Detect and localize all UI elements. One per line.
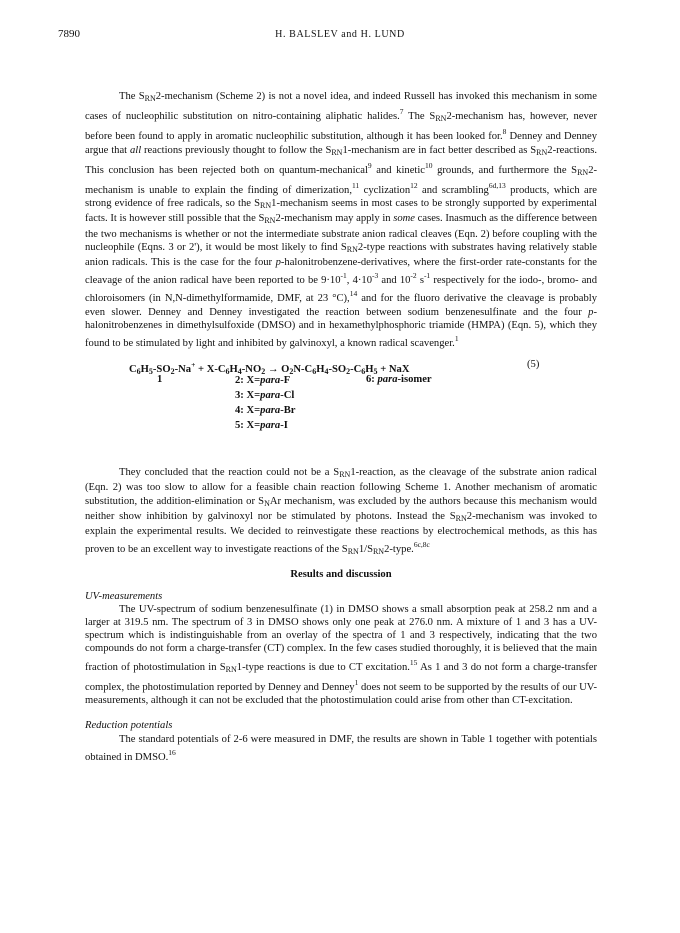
equation-number: (5) xyxy=(527,359,540,371)
compound-1-label: 1 xyxy=(157,374,163,386)
article-body xyxy=(85,90,597,764)
substrate-list xyxy=(235,373,295,433)
equation-line: $C_6H_5-SO_2-Na^+ + X-C_6H_4-NO_2 \to O_2N-C_6H_4-SO_2-C_6H_5$ + NaX xyxy=(129,360,410,377)
substrate-3: 3: X=para-Cl xyxy=(235,390,295,402)
subsection-heading-reduction: Reduction potentials xyxy=(85,720,173,732)
paragraph-reduction: The standard potentials of 2-6 were measured in DMF, the results are shown in Table 1 together with potentials obtained in DMSO.$^{16}$ xyxy=(85,733,597,763)
product-6-label: 6: para-isomer xyxy=(366,374,432,386)
paragraph-conclusion-denney: They concluded that the reaction could not be a $S_{RN}1$-reaction, as the cleavage of the substrate anion radical (Eqn. 2) was too slow to allow for a feasible chain reaction following Scheme 1. Another mechanism of aromatic substitution, the addition-elimination or $S_NAr$ mechanism, was excluded by the authors because this mechanism would neither show inhibition by galvinoxyl nor be stimulated by photons. Instead the $S_{RN}2$-mechanism was invoked to explain the experimental results. We decided to reinvestigate these reactions by electrochemical methods, as this has proven to be an excellent way to investigate reactions of the $S_{RN}1/S_{RN}2-type.^{6c,8c}$ xyxy=(85,467,597,557)
paragraph-srn2-intro: The $S_{RN}2$-mechanism (Scheme 2) is not a novel idea, and indeed Russell has invoked this mechanism in some cases of nucleophilic substitution on nitro-containing aliphatic halides.$^7$ The $S_{RN}2$-mechanism has, however, never before been found to apply in aromatic nucleophilic substitution, although it has been looked for.$^8$ Denney and Denney argue that all reactions previously thought to follow the $S_{RN}1$-mechanism are in fact better described as $S_{RN}2$-reactions. This conclusion has been rejected both on quantum-mechanical$^9$ and kinetic$^{10}$ grounds, and furthermore the $S_{RN}2$-mechanism is unable to explain the finding of dimerization,$^{11}$ cyclization$^{12}$ and scrambling$^{6d,13}$ products, which are strong evidence of free radicals, so the $S_{RN}1$-mechanism seems in most cases to be strongly supported by experimental facts. It is however still possible that the $S_{RN}2$-mechanism may apply in some cases. Inasmuch as the difference between the two mechanisms is whether or not the intermediate substrate anion radical cleaves (Eqn. 2) before coupling with the nucleophile (Eqns. 3 or 2'), it would be most likely to find $S_{RN}2$-type reactions with substrates having relatively stable anion radicals. This is the case for the four p-halonitrobenzene-derivatives, where the first-order rate-constants for the cleavage of the anion radical have been reported to be $9\cdot 10^{-1}$, $4\cdot 10^{-3}$ and $10^{-2}$ $s^{-1}$ respectively for the iodo-, bromo- and chloroisomers (in N,N-dimethylformamide, DMF, at 23 °C),$^{14}$ and for the fluoro derivative the cleavage is probably even slower. Denney and Denney investigated the reaction between sodium benzenesulfinate and the four p-halonitrobenzenes in dimethylsulfoxide (DMSO) and in hexamethylphosphoric triamide (HMPA) (Eqn. 5), which they found to be stimulated by light and inhibited by galvinoxyl, a known radical scavenger.$^1$ xyxy=(85,91,598,350)
substrate-5: 5: X=para-I xyxy=(235,420,288,432)
reaction-equation-5 xyxy=(85,358,597,456)
section-heading: Results and discussion xyxy=(290,569,392,581)
page-number: 7890 xyxy=(58,28,80,40)
paragraph-uv: The UV-spectrum of sodium benzenesulfinate (1) in DMSO shows a small absorption peak at 258.2 nm and a larger at 319.5 nm. The spectrum of 3 in DMSO shows only one peak at 276.0 nm. A mixture of 1 and 3 has a UV-spectrum which is indistinguishable from an overlay of the spectra of 1 and 3 respectively, indicating that the two compounds do not form a charge-transfer (CT) complex. In the few cases studied thoroughly, it is believed that the main fraction of photostimulation in $S_{RN}1$-type reactions is due to CT excitation.$^{15}$ As 1 and 3 do not form a charge-transfer complex, the photostimulation reported by Denney and Denney$^1$ does not seem to be supported by the results of our UV-measurements, although it can not be excluded that the photostimulation could arise from other than CT-excitation. xyxy=(85,603,598,707)
substrate-2: 2: X=para-F xyxy=(235,375,291,387)
subsection-heading-uv: UV-measurements xyxy=(85,590,163,602)
running-head: H. BALSLEV and H. LUND xyxy=(275,29,405,40)
substrate-4: 4: X=para-Br xyxy=(235,405,296,417)
